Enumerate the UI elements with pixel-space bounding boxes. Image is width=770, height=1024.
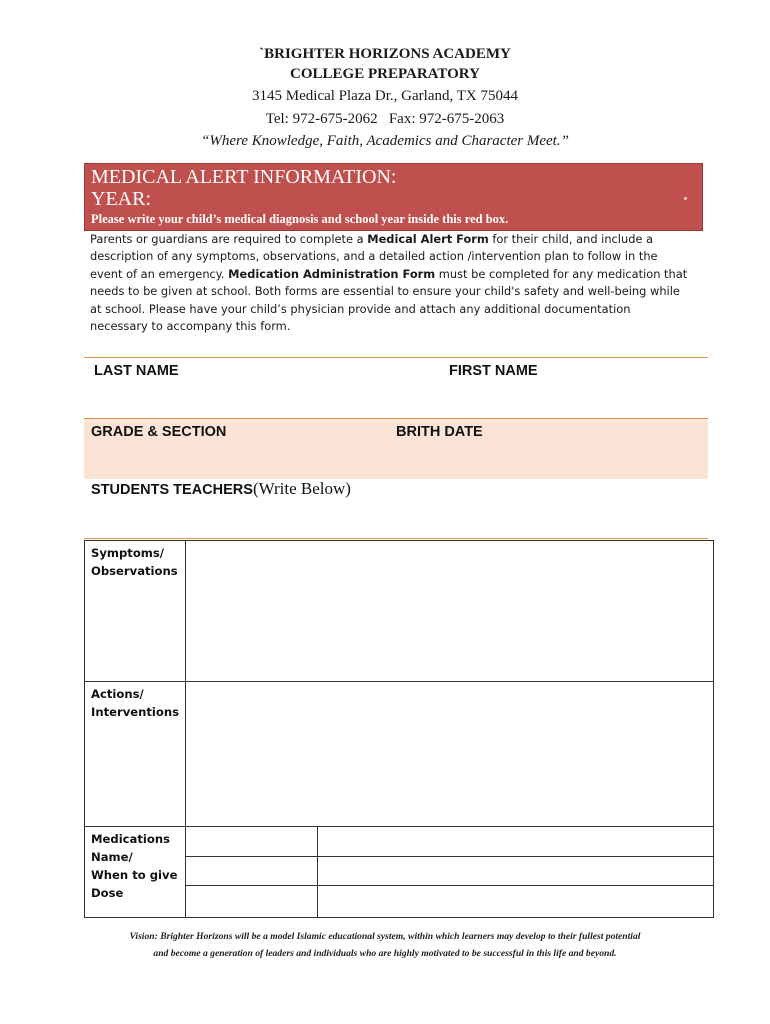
alert-title-line1: MEDICAL ALERT INFORMATION: [91, 166, 397, 188]
actions-input-cell[interactable] [186, 682, 714, 827]
alert-title [91, 166, 396, 210]
intro-paragraph [90, 231, 690, 335]
intro-bold-medical-alert-form: Medical Alert Form [367, 232, 489, 246]
vision-line1: Vision: Brighter Horizons will be a model Islamic educational system, within which learners may develop to their fullest potential [129, 931, 641, 942]
school-contact: Tel: 972-675-2062 Fax: 972-675-2063 [265, 111, 505, 127]
intro-text-1: Parents or guardians are required to complete a [90, 232, 368, 246]
grade-section-label: GRADE & SECTION [91, 424, 227, 440]
last-name-label: LAST NAME [94, 363, 179, 379]
students-teachers-label [91, 479, 351, 499]
symptoms-label-line1: Symptoms/ [91, 546, 165, 560]
school-name: `BRIGHTER HORIZONS ACADEMY [259, 46, 511, 62]
medical-details-table [84, 540, 714, 918]
symptoms-label-line2: Observations [91, 564, 178, 578]
name-row[interactable] [84, 357, 708, 418]
symptoms-row [85, 541, 714, 682]
symptoms-input-cell[interactable] [186, 541, 714, 682]
medications-label-line3: When to give [91, 868, 178, 882]
medical-alert-box[interactable] [84, 163, 703, 231]
actions-label-line2: Interventions [91, 705, 180, 719]
actions-label-line1: Actions/ [91, 687, 144, 701]
alert-marker-dot [684, 197, 687, 200]
medications-label-cell [85, 827, 186, 918]
medications-label-line2: Name/ [91, 850, 133, 864]
medications-label-line1: Medications [91, 832, 171, 846]
vision-statement [0, 928, 770, 962]
alert-instruction: Please write your child’s medical diagnosis and school year inside this red box. [91, 212, 509, 226]
intro-bold-medication-form: Medication Administration Form [228, 266, 436, 281]
teachers-label-text: STUDENTS TEACHERS [91, 482, 253, 498]
school-subtitle: COLLEGE PREPARATORY [290, 66, 480, 82]
school-motto: “Where Knowledge, Faith, Academics and Character Meet.” [201, 133, 569, 149]
school-address: 3145 Medical Plaza Dr., Garland, TX 75044 [252, 88, 518, 104]
teachers-divider [84, 538, 708, 539]
medication-detail-cell-1[interactable] [318, 827, 714, 857]
first-name-label: FIRST NAME [449, 363, 538, 379]
medication-name-cell-2[interactable] [186, 857, 318, 886]
intro-text-3: must be completed for any medication that needs to be given at school. Both forms are essential to ensure your child's safety and well-being while at school. Please have your child’s physician provide and attach any additional documentation necessary to accompany this form. [90, 266, 688, 334]
grade-birth-row[interactable] [84, 418, 708, 479]
medications-row-1 [85, 827, 714, 857]
medication-name-cell-1[interactable] [186, 827, 318, 857]
symptoms-label-cell [85, 541, 186, 682]
letterhead [0, 44, 770, 152]
birth-date-label: BRITH DATE [396, 424, 483, 440]
medication-name-cell-3[interactable] [186, 886, 318, 918]
vision-line2: and become a generation of leaders and individuals who are highly motivated to be successful in this life and beyond. [153, 948, 617, 959]
teachers-write-below: (Write Below) [252, 479, 351, 498]
actions-label-cell [85, 682, 186, 827]
intro-text-2: for their child, and include a description of any symptoms, observations, and a detailed action /intervention plan to follow in the event of an emergency. [90, 232, 658, 281]
actions-row [85, 682, 714, 827]
medication-detail-cell-3[interactable] [318, 886, 714, 918]
medication-detail-cell-2[interactable] [318, 857, 714, 886]
medications-label-line4: Dose [91, 886, 124, 900]
alert-title-line2: YEAR: [91, 188, 151, 210]
